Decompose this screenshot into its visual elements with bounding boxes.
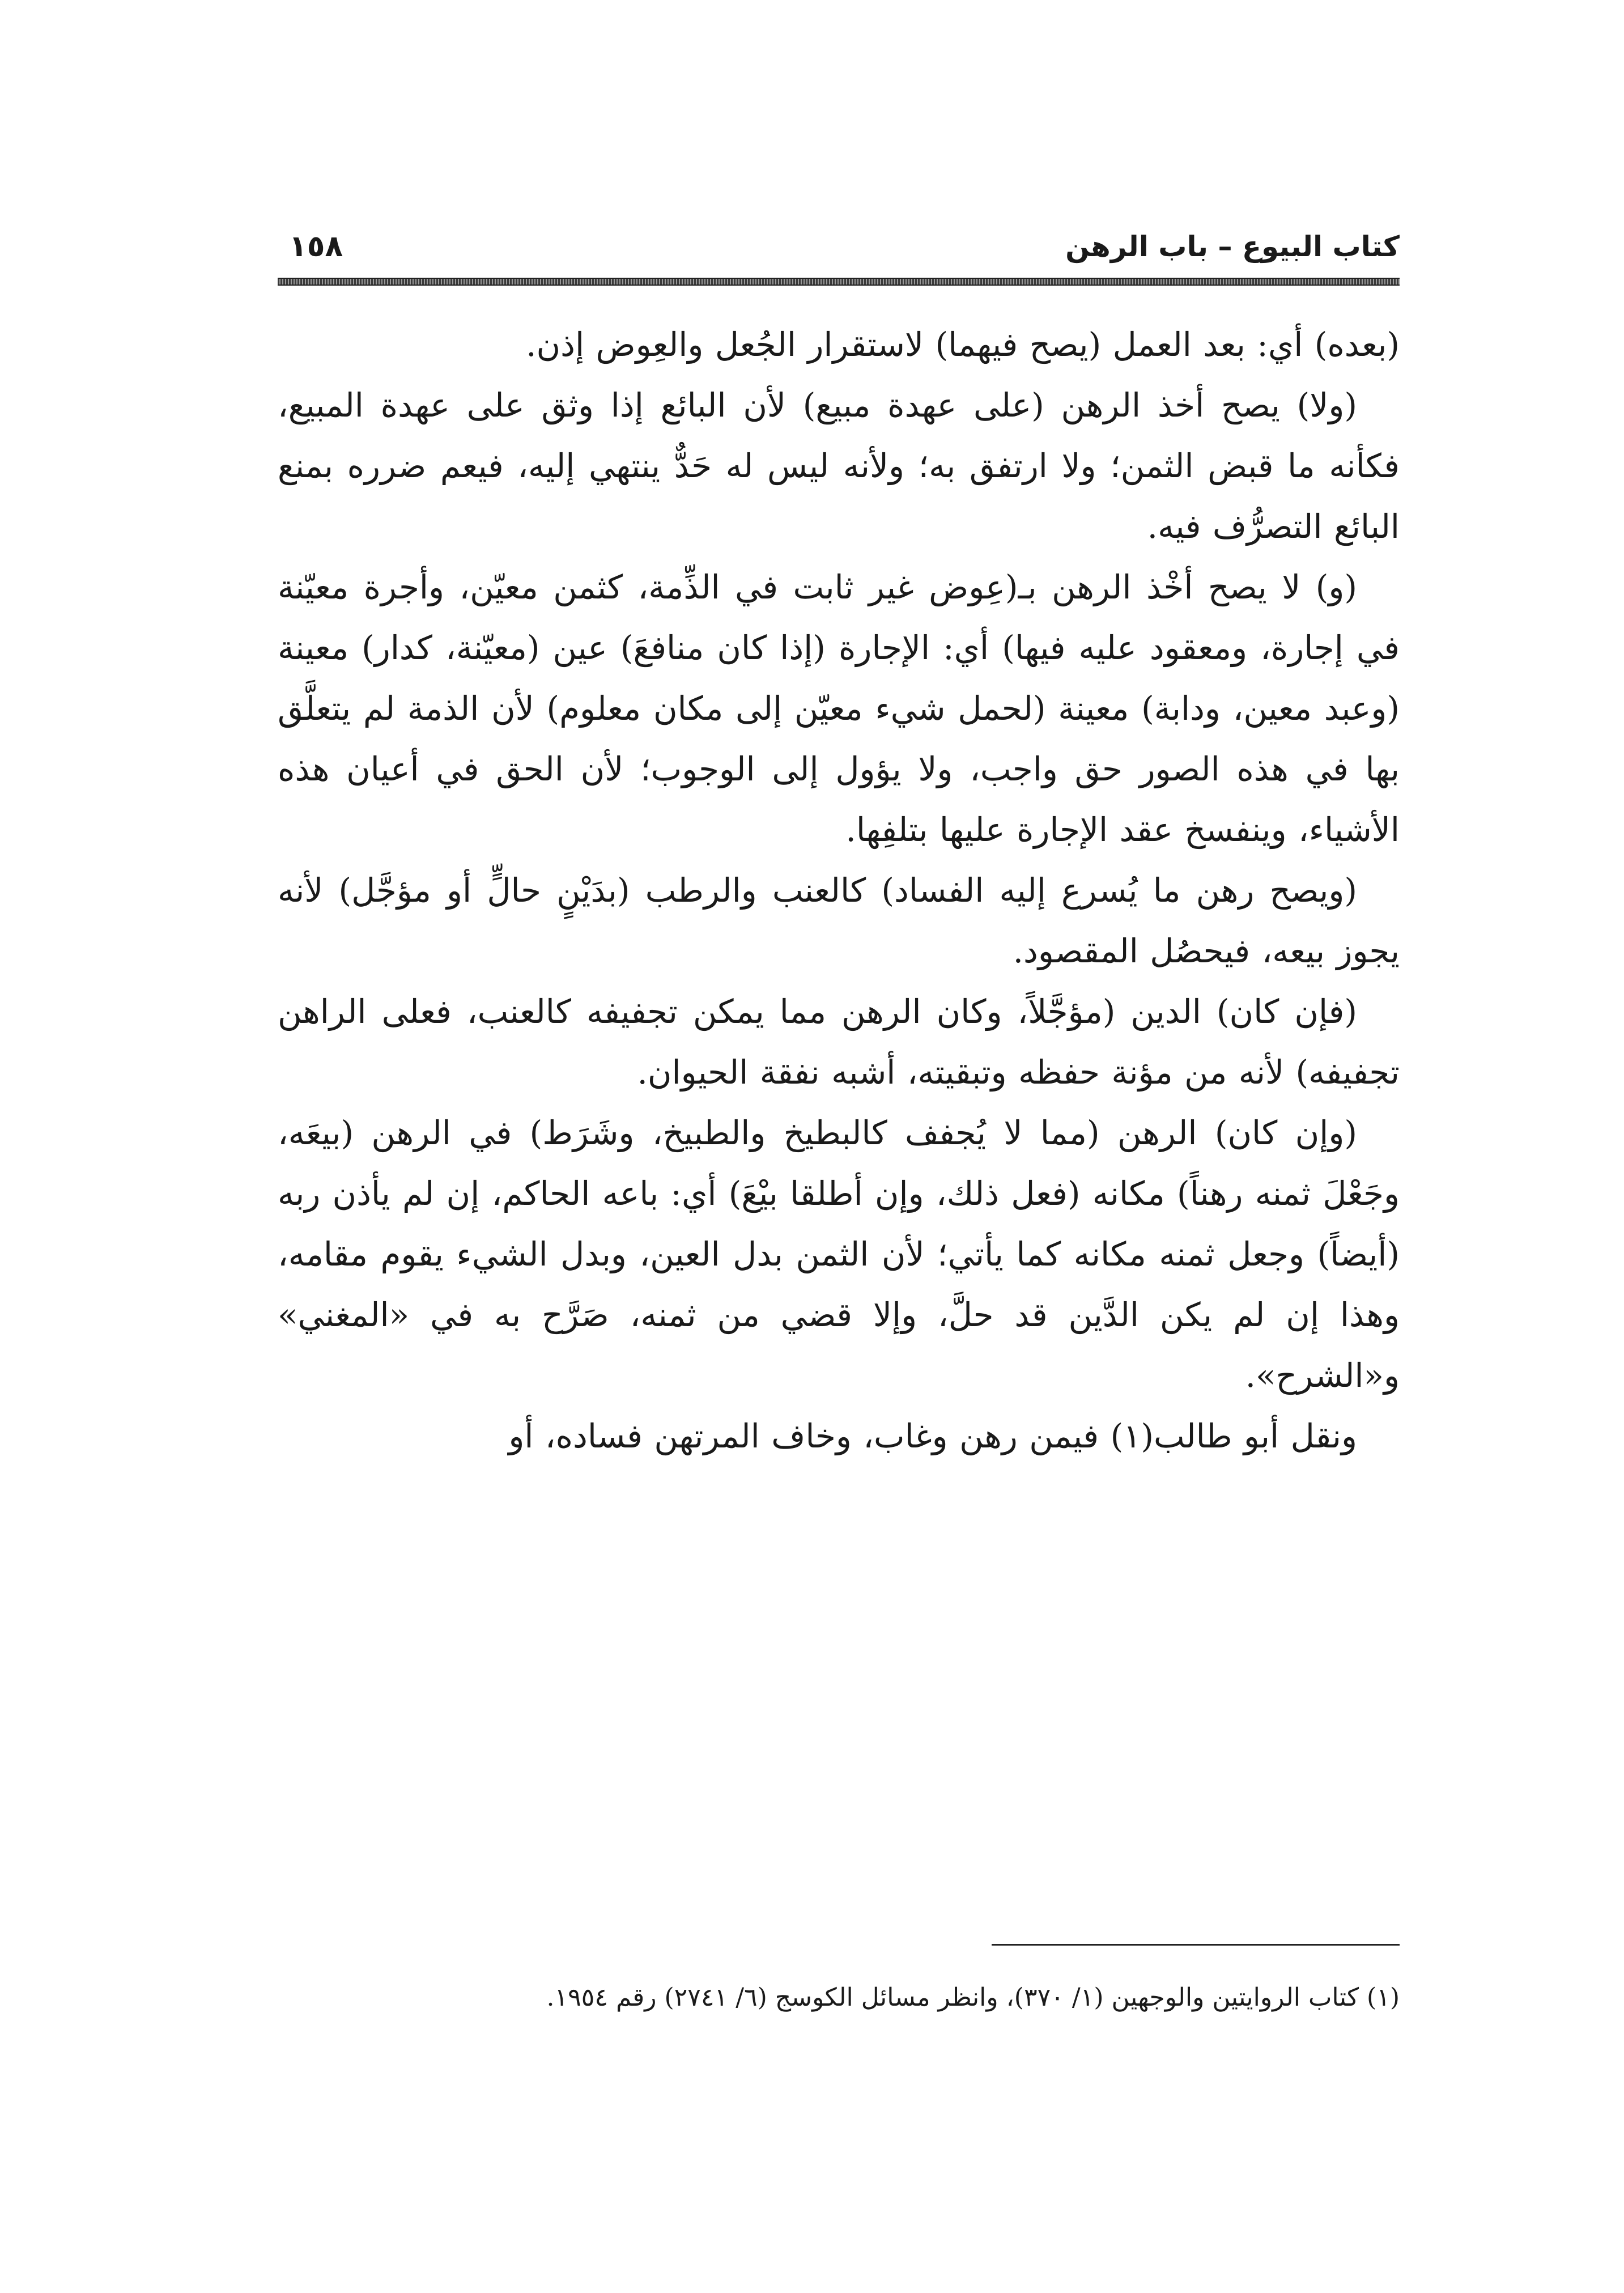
paragraph: (بعده) أي: بعد العمل (يصح فيهما) لاستقرار الجُعل والعِوض إذن. <box>526 325 1400 364</box>
header-divider <box>278 278 1400 286</box>
paragraph: (ولا) يصح أخذ الرهن (على عهدة مبيع) لأن البائع إذا وثق على عهدة المبيع، فكأنه ما قبض الثمن؛ ولا ارتفق به؛ ولأنه ليس له حَدٌّ ينتهي إليه، فيعم ضرره بمنع البائع التصرُّف فيه. <box>278 386 1400 546</box>
book-page <box>278 187 1400 2171</box>
paragraph: (وإن كان) الرهن (مما لا يُجفف كالبطيخ والطبيخ، وشَرَط) في الرهن (بيعَه، وجَعْلَ ثمنه رهناً) مكانه (فعل ذلك، وإن أطلقا بيْعَ) أي: باعه الحاكم، إن لم يأذن ربه (أيضاً) وجعل ثمنه مكانه كما يأتي؛ لأن الثمن بدل العين، وبدل الشيء يقوم مقامه، وهذا إن لم يكن الدَّين قد حلَّ، وإلا قضي من ثمنه، صَرَّح به في «المغني» و«الشرح». <box>278 1114 1400 1395</box>
footnote-divider <box>992 1944 1400 1946</box>
paragraph: (و) لا يصح أخْذ الرهن بـ(عِوض غير ثابت في الذِّمة، كثمن معيّن، وأجرة معيّنة في إجارة، ومعقود عليه فيها) أي: الإجارة (إذا كان منافعَ) عين (معيّنة، كدار) معينة (وعبد معين، ودابة) معينة (لحمل شيء معيّن إلى مكان معلوم) لأن الذمة لم يتعلَّق بها في هذه الصور حق واجب، ولا يؤول إلى الوجوب؛ لأن الحق في أعيان هذه الأشياء، وينفسخ عقد الإجارة عليها بتلفِها. <box>278 568 1400 849</box>
paragraph: (ويصح رهن ما يُسرع إليه الفساد) كالعنب والرطب (بدَيْنٍ حالٍّ أو مؤجَّل) لأنه يجوز بيعه، فيحصُل المقصود. <box>278 871 1400 970</box>
body-text <box>278 315 1400 1467</box>
footnote: (١) كتاب الروايتين والوجهين (١/ ٣٧٠)، وانظر مسائل الكوسج (٦/ ٢٧٤١) رقم ١٩٥٤. <box>546 1983 1400 2012</box>
page-header <box>278 227 1400 272</box>
paragraph: ونقل أبو طالب(١) فيمن رهن وغاب، وخاف المرتهن فساده، أو <box>508 1417 1357 1455</box>
paragraph: (فإن كان) الدين (مؤجَّلاً، وكان الرهن مما يمكن تجفيفه كالعنب، فعلى الراهن تجفيفه) لأنه من مؤنة حفظه وتبقيته، أشبه نفقة الحيوان. <box>278 992 1400 1092</box>
running-head: كتاب البيوع – باب الرهن <box>1065 230 1400 263</box>
page-number: ١٥٨ <box>289 230 343 264</box>
